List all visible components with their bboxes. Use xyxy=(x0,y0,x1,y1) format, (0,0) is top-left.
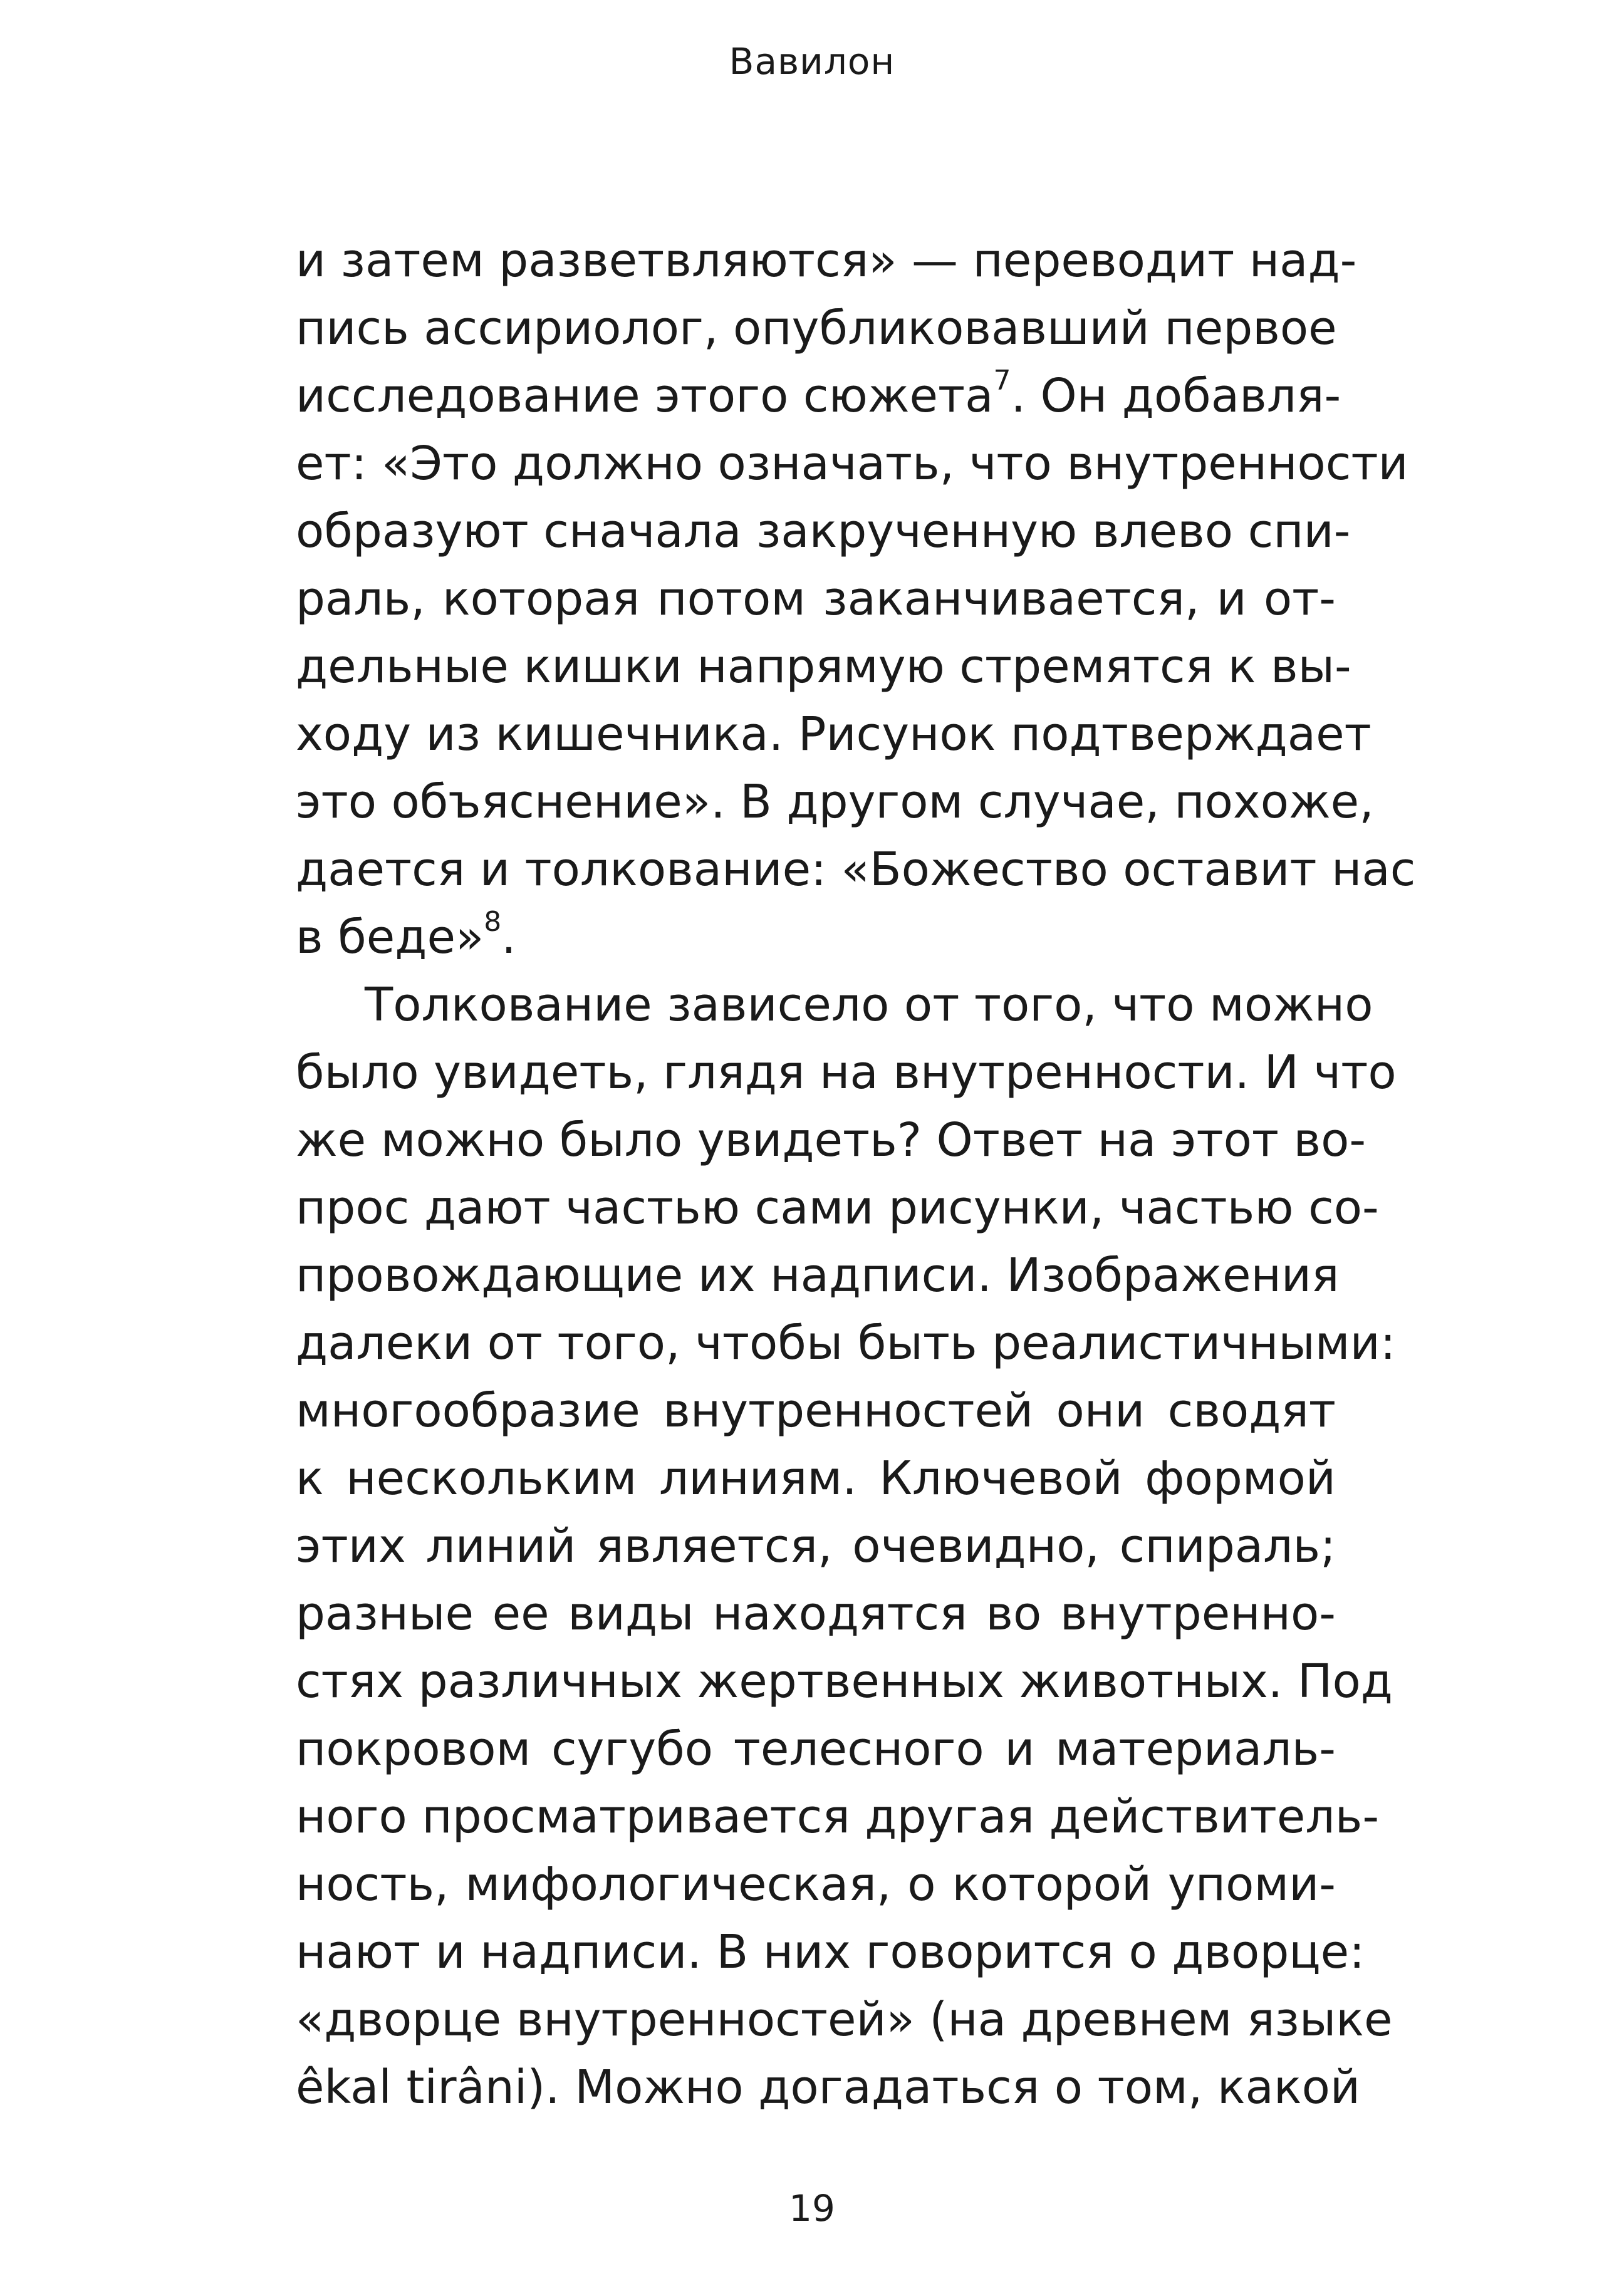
text-line: многообразие внутренностей они сводят xyxy=(296,1384,1336,1438)
text-line: «дворце внутренностей» (на древнем языке xyxy=(296,1993,1393,2047)
text-line: было увидеть, глядя на внутренности. И что xyxy=(296,1046,1397,1099)
text-line: êkal tirâni). Можно догадаться о том, какой xyxy=(296,2060,1360,2114)
text-line: покровом сугубо телесного и материаль- xyxy=(296,1722,1336,1776)
text-line: же можно было увидеть? Ответ на этот во- xyxy=(296,1113,1366,1167)
text-line: разные ее виды находятся во внутренно- xyxy=(296,1587,1336,1641)
text-line: ность, мифологическая, о которой упоми- xyxy=(296,1857,1336,1911)
text-line: прос дают частью сами рисунки, частью со- xyxy=(296,1181,1379,1235)
text-line: к нескольким линиям. Ключевой формой xyxy=(296,1452,1336,1505)
text-fragment: в беде» xyxy=(296,910,484,964)
text-line: стях различных жертвенных животных. Под xyxy=(296,1654,1393,1708)
footnote-ref-7[interactable]: 7 xyxy=(993,365,1011,397)
text-line: Толкование зависело от того, что можно xyxy=(365,978,1373,1032)
text-line xyxy=(296,362,1341,430)
text-line: и затем разветвляются» — переводит над- xyxy=(296,234,1357,288)
page-number: 19 xyxy=(789,2187,835,2230)
text-line: пись ассириолог, опубликовавший первое xyxy=(296,301,1337,355)
text-line: ходу из кишечника. Рисунок подтверждает xyxy=(296,707,1372,761)
text-line: нают и надписи. В них говорится о дворце: xyxy=(296,1925,1365,1979)
text-line: ного просматривается другая действитель- xyxy=(296,1790,1380,1844)
text-line: этих линий является, очевидно, спираль; xyxy=(296,1519,1336,1573)
text-line: дельные кишки напрямую стремятся к вы- xyxy=(296,640,1351,693)
text-line: дается и толкование: «Божество оставит нас xyxy=(296,843,1416,896)
text-line: раль, которая потом заканчивается, и от- xyxy=(296,572,1336,626)
running-header: Вавилон xyxy=(729,40,895,83)
text-fragment: . xyxy=(501,910,516,964)
text-line: это объяснение». В другом случае, похоже, xyxy=(296,775,1374,829)
text-line: далеки от того, чтобы быть реалистичными: xyxy=(296,1316,1396,1370)
text-fragment: . Он добавля- xyxy=(1011,369,1341,423)
text-line xyxy=(296,903,1336,971)
text-line: провождающие их надписи. Изображения xyxy=(296,1249,1340,1302)
footnote-ref-8[interactable]: 8 xyxy=(484,906,502,938)
text-line: образуют сначала закрученную влево спи- xyxy=(296,504,1351,558)
text-line: ет: «Это должно означать, что внутренности xyxy=(296,437,1408,491)
text-fragment: исследование этого сюжета xyxy=(296,369,994,423)
body-text xyxy=(296,227,1416,2121)
